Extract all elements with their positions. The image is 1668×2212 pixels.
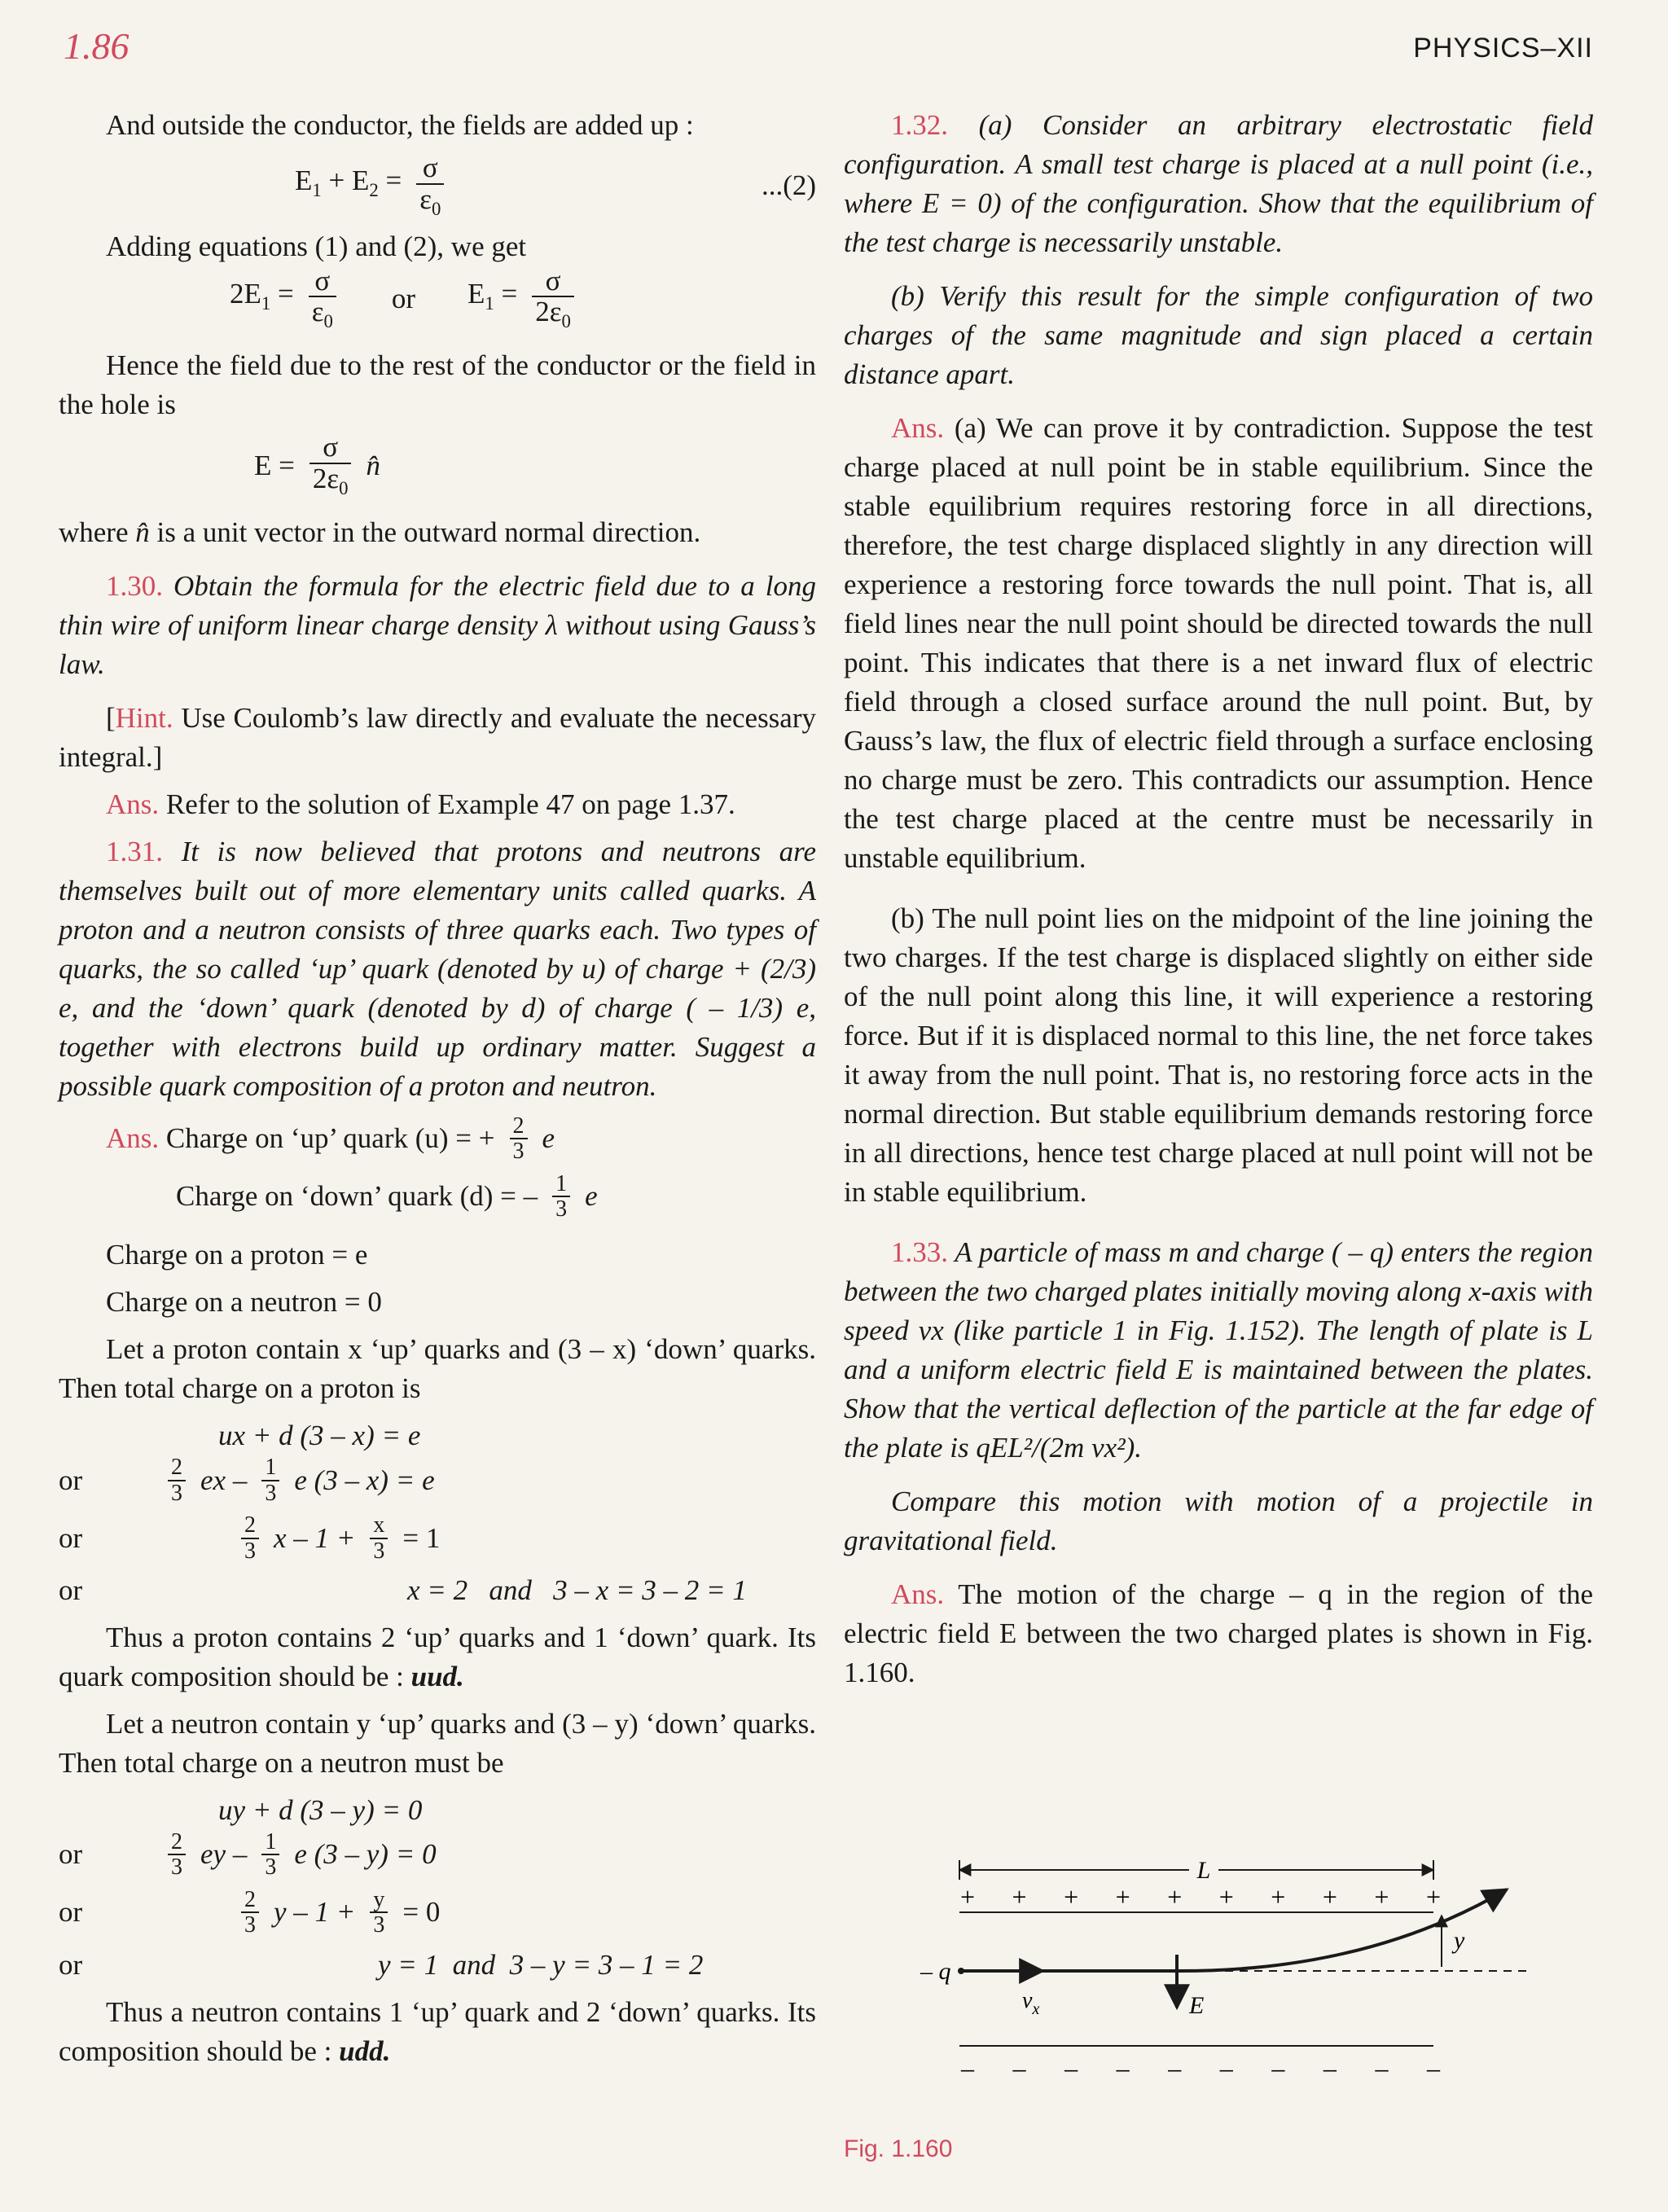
label-L: L [1196,1857,1211,1884]
equation-proton-3: or $\frac{2}{3}$ x – 1 + $\frac{x}{3}$ = 1 [59,1512,441,1564]
positive-plate-charges [960,1882,1441,1911]
answer-1-33: Ans. The motion of the charge – q in the region of the electric field E between the two charged plates is shown in Fig. 1.160. [844,1578,1593,1688]
equation-neutron-3: or $\frac{2}{3}$ y – 1 + $\frac{y}{3}$ = 0 [59,1886,441,1938]
answer-1-30: Ans. Refer to the solution of Example 47 on page 1.37. [106,788,735,820]
minus-sign: – [1219,2053,1233,2083]
plus-sign: + [1064,1882,1079,1911]
page-number: 1.86 [64,25,129,67]
fraction: $\frac{\sigma}{\varepsilon_0}$ [416,153,444,219]
plus-sign: + [1374,1882,1389,1911]
plus-sign: + [1115,1882,1130,1911]
minus-sign: – [1375,2053,1389,2083]
label-E: E [1189,1992,1205,2019]
answer-1-32b: (b) The null point lies on the midpoint of the line joining the two charges. If the test charge is displaced slightly on either side of the null point along this line, it will experience a restoring force. But if it is displaced normal to this line, the net force takes it away from the null point. That is, no restoring force acts in the normal direction. But stable equilibrium demands restoring force in all directions, hence test charge placed at null point will not be in stable equilibrium. [844,902,1593,1208]
label-charge: – q [920,1958,951,1985]
label-vx: $v_x$ [1022,1988,1040,2018]
or-word: or [391,282,415,314]
plus-sign: + [1012,1882,1027,1911]
charged-plates-diagram [920,1841,1564,2085]
minus-sign: – [1427,2053,1440,2083]
paragraph-hence: Hence the field due to the rest of the conductor or the field in the hole is [59,349,816,421]
paragraph-let-neutron: Let a neutron contain y ‘up’ quarks and (3 – y) ‘down’ quarks. Then total charge on a neutron must be [59,1708,816,1779]
equation-field-hole: E = $\frac{\sigma}{2\varepsilon_0}$ n̂ [254,431,380,498]
question-1-32b: (b) Verify this result for the simple configuration of two charges of the same magnitude and sign placed a certain distance apart. [844,280,1593,390]
hint-1-30: [Hint. Use Coulomb’s law directly and evaluate the necessary integral.] [59,701,816,773]
answer-1-32a: Ans. (a) We can prove it by contradiction. Suppose the test charge placed at null point be in stable equilibrium. Since the stable equilibrium requires restoring force in all directions, therefore, the test charge displaced slightly in any direction will experience a restoring force towards the null point. That is, all field lines near the null point should be directed towards the null point. This indicates that there is a net inward flux of electric field through a closed surface around the null point. But, by Gauss’s law, the flux of electric field through a surface enclosing no charge must be zero. This contradicts our assumption. Hence the test charge placed at the centre must be necessarily in unstable equilibrium. [844,412,1593,874]
answer-up-charge: Ans. Charge on ‘up’ quark (u) = + $\frac{2}{3}$ e [106,1113,555,1165]
equation-2 [59,153,816,219]
answer-down-charge: Charge on ‘down’ quark (d) = – $\frac{1}{3}$ e [176,1170,598,1222]
question-1-31: 1.31. It is now believed that protons and neutrons are themselves built out of more elementary units called quarks. A proton and a neutron consists of three quarks each. Two types of quarks, the so called ‘up’ quark (denoted by u) of charge + (2/3) e, and the ‘down’ quark (denoted by d) of charge ( – 1/3) e, together with electrons build up ordinary matter. Suggest a possible quark composition of a proton and neutron. [59,835,816,1102]
eq-lhs: $E_1 + E_2$ = [295,165,402,201]
equation-proton-4: or x = 2 and 3 – x = 3 – 2 = 1 [59,1574,747,1606]
minus-sign: – [1012,2053,1026,2083]
plus-sign: + [1218,1882,1234,1911]
eq-lhs: $E_1$ = [467,277,518,314]
paragraph-where: where n̂ is a unit vector in the outward normal direction. [59,516,701,548]
paragraph-adding: Adding equations (1) and (2), we get [106,230,527,262]
question-1-33-compare: Compare this motion with motion of a projectile in gravitational field. [844,1486,1593,1556]
running-title: PHYSICS–XII [1413,33,1593,64]
right-column [844,106,1593,1692]
eq-lhs: $2E_1$ = [230,277,294,314]
figure-caption: Fig. 1.160 [844,2135,953,2162]
plus-sign: + [1271,1882,1286,1911]
negative-plate-charges [960,2053,1441,2083]
minus-sign: – [1323,2053,1337,2083]
minus-sign: – [1116,2053,1130,2083]
equation-neutron-4: or y = 1 and 3 – y = 3 – 1 = 2 [59,1948,704,1981]
question-1-30: 1.30. Obtain the formula for the electric field due to a long thin wire of uniform linear charge density λ without using Gauss’s law. [59,569,816,680]
label-y: y [1454,1927,1465,1954]
charge-proton: Charge on a proton = e [106,1239,368,1271]
question-1-32a: 1.32. (a) Consider an arbitrary electrostatic field configuration. A small test charge is placed at a null point (i.e., where E = 0) of the configuration. Show that the equilibrium of the test charge is necessarily unstable. [844,109,1593,258]
paragraph-let-proton: Let a proton contain x ‘up’ quarks and (3 – x) ‘down’ quarks. Then total charge on a proton is [59,1333,816,1405]
minus-sign: – [1064,2053,1078,2083]
plus-sign: + [1167,1882,1183,1911]
figure-charged-plates [920,1841,1564,2085]
equation-2e1: $2E_1$ = $\frac{\sigma}{\varepsilon_0}$ or $E_1$ = $\frac{\sigma}{2\varepsilon_0}$ [59,266,816,332]
left-column [59,106,816,2071]
paragraph-outside: And outside the conductor, the fields are added up : [106,109,694,141]
charge-neutron: Charge on a neutron = 0 [106,1286,382,1319]
minus-sign: – [1271,2053,1285,2083]
equation-proton-1: ux + d (3 – x) = e [218,1420,421,1452]
paragraph-thus-neutron: Thus a neutron contains 1 ‘up’ quark and 2 ‘down’ quarks. Its composition should be : udd. [59,1995,816,2067]
minus-sign: – [961,2053,974,2083]
question-1-33: 1.33. A particle of mass m and charge ( – q) enters the region between the two charged plates initially moving along x-axis with speed vx (like particle 1 in Fig. 1.152). The length of plate is L and a uniform electric field E is maintained between the plates. Show that the vertical deflection of the particle at the far edge of the plate is qEL²/(2m vx²). [844,1236,1593,1464]
equation-proton-2: or $\frac{2}{3}$ ex – $\frac{1}{3}$ e (3 – x) = e [59,1455,435,1506]
equation-neutron-1: uy + d (3 – y) = 0 [218,1794,423,1826]
minus-sign: – [1168,2053,1182,2083]
equation-neutron-2: or $\frac{2}{3}$ ey – $\frac{1}{3}$ e (3 – y) = 0 [59,1829,437,1881]
plus-sign: + [959,1882,976,1911]
plus-sign: + [1322,1882,1337,1911]
equation-tag: ...(2) [761,169,816,202]
paragraph-thus-proton: Thus a proton contains 2 ‘up’ quarks and 1 ‘down’ quark. Its quark composition should be : uud. [59,1622,816,1692]
plus-sign: + [1425,1882,1442,1911]
